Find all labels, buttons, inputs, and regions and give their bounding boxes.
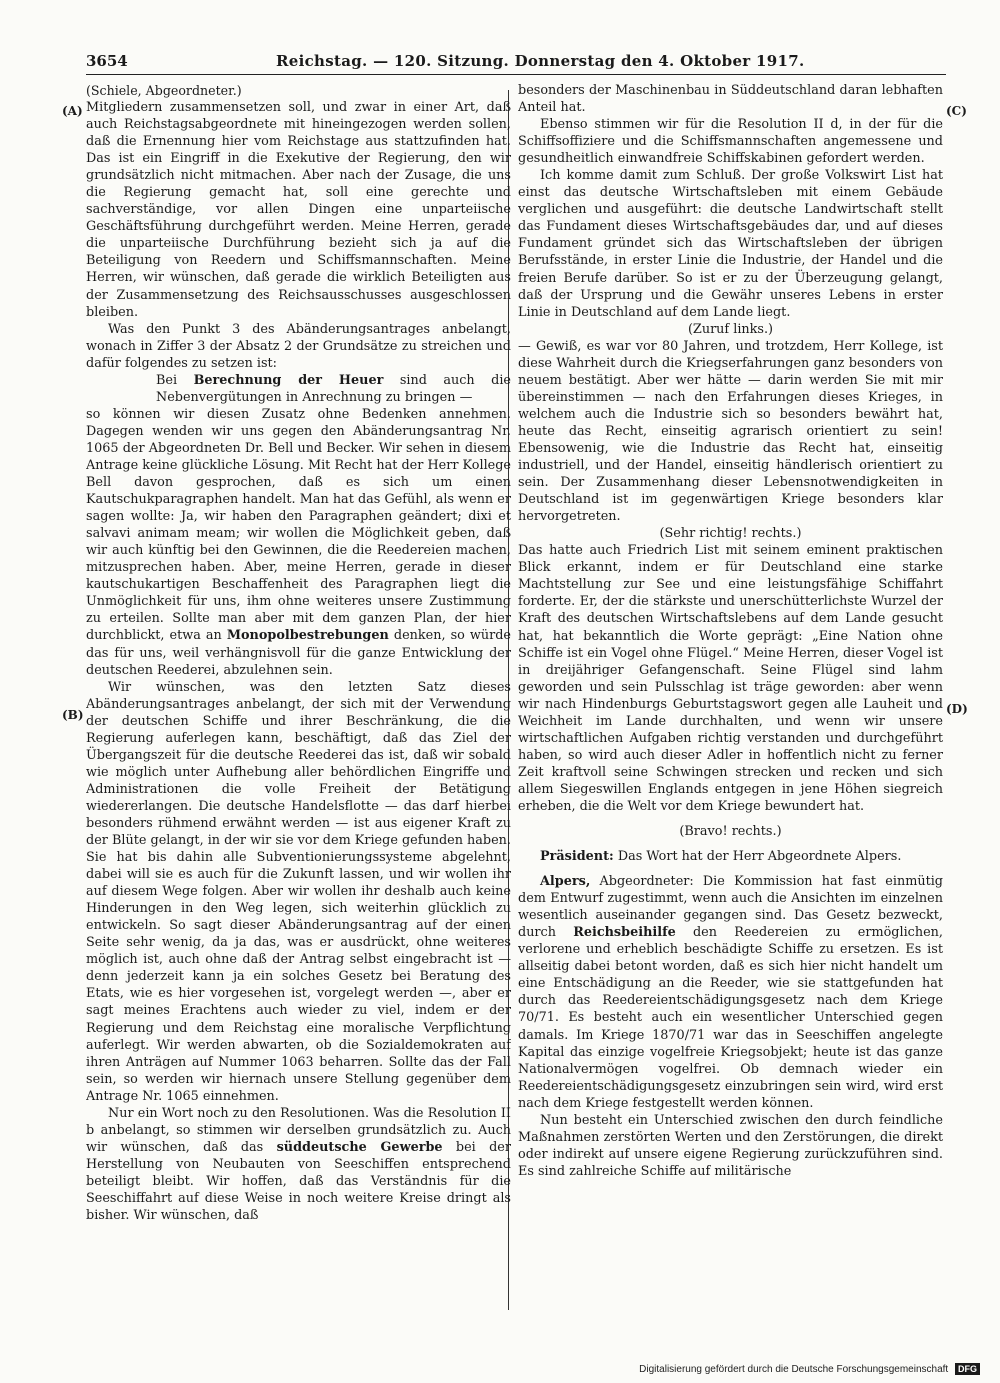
margin-marker-b: (B)	[62, 708, 84, 722]
bold-term: süddeutsche Gewerbe	[276, 1139, 443, 1155]
left-column	[86, 82, 511, 1327]
margin-marker-d: (D)	[946, 702, 968, 716]
spacer	[518, 840, 943, 848]
paragraph: Ich komme damit zum Schluß. Der große Volkswirt List hat einst das deutsche Wirtschaftsleben mit einem Gebäude verglichen und ausgeführt: die deutsche Landwirtschaft stellt das Fundament dieses Wirtschaftsgebäudes dar, und auf dieses Fundament gründet sich das Wirtschaftsleben der übrigen Berufsstände, in erster Linie die Industrie, der Handel und die freien Berufe darüber. So ist er zu der Überzeugung gelangt, daß der Ursprung und die Gewähr unseres Lebens in erster Linie in Deutschland auf dem Lande liegt.	[518, 168, 943, 320]
paragraph-text: Nur ein Wort noch zu den Resolutionen. Was die Resolution II b anbelangt, so stimmen wir derselben grundsätzlich zu. Auch wir wünschen, daß das	[86, 1105, 511, 1155]
paragraph-text: so können wir diesen Zusatz ohne Bedenken annehmen. Dagegen wenden wir uns gegen den Abänderungsantrag Nr. 1065 der Abgeordneten Dr. Bell und Becker. Wir sehen in diesem Antrage keine glückliche Lösung. Mit Recht hat der Herr Kollege Bell davon gesprochen, daß es sich um einen Kautschukparagraphen handelt. Man hat das Gefühl, als wenn er sagen wollte: Ja, wir haben den Paragraphen geändert; dixi et salvavi animam meam; wir wollen die Möglichkeit geben, daß wir auch künftig bei den Gewinnen, die die Reedereien machen, mitzusprechen haben. Aber, meine Herren, gerade in dieser kautschukartigen Beschaffenheit des Paragraphen liegt die Unmöglichkeit für uns, ihm ohne weiteres unsere Zustimmung zu erteilen. Sollte man aber mit dem ganzen Plan, der hier durchblickt, etwa an	[86, 406, 511, 644]
page-title: Reichstag. — 120. Sitzung. Donnerstag den 4. Oktober 1917.	[276, 52, 805, 70]
paragraph: besonders der Maschinenbau in Süddeutschland daran lebhaften Anteil hat.	[518, 83, 943, 116]
paragraph	[86, 406, 511, 679]
paragraph: Was den Punkt 3 des Abänderungsantrages anbelangt, wonach in Ziffer 3 der Absatz 2 der Grundsätze zu streichen und dafür folgendes zu setzen ist:	[86, 321, 511, 371]
dfg-logo: DFG	[955, 1363, 980, 1375]
interjection: (Sehr richtig! rechts.)	[659, 526, 802, 542]
applause: (Bravo! rechts.)	[679, 824, 782, 840]
paragraph: Das hatte auch Friedrich List mit seinem eminent praktischen Blick erkannt, indem er für Deutschland eine starke Machtstellung zur See und eine leistungsfähige Schiffahrt forderte. Er, der die stärkste und unerschütterlichste Wurzel der Kraft des deutschen Wirtschaftslebens auf dem Lande gesucht hat, hat bekanntlich die Worte geprägt: „Eine Nation ohne Schiffe ist ein Vogel ohne Flügel.“ Meine Herren, dieser Vogel ist in dreijähriger Gefangenschaft. Seine Flügel sind lahm geworden und sein Pulsschlag ist träge geworden: aber wenn wir nach Hindenburgs Geburtstagswort gegen alle Lauheit und Weichheit im Lande durchhalten, und wenn wir unsere wirtschaftlichen Aufgaben richtig verstanden und durchgeführt haben, so wird auch dieser Adler in hoffentlich nicht zu ferner Zeit kraftvoll seine Schwingen strecken und recken und sich allem Siegeswillen Englands entgegen in jene Höhen siegreich erheben, die die Welt vor dem Kriege bewundert hat.	[518, 543, 943, 814]
alpers-speech	[518, 873, 943, 1112]
paragraph-text: denken, so würde das für uns, weil verhängnisvoll für die ganze Entwicklung der deutschen Reederei, abzulehnen sein.	[86, 628, 511, 678]
bold-term: Reichsbeihilfe	[573, 925, 676, 941]
president-label: Präsident:	[540, 849, 614, 865]
paragraph: — Gewiß, es war vor 80 Jahren, und trotzdem, Herr Kollege, ist diese Wahrheit durch die Kriegserfahrungen ganz besonders von neuem bestätigt. Aber wer hätte — darin werden Sie mit mir übereinstimmen — nach den Erfahrungen dieses Krieges, in welchem auch die Industrie sich so besonders bewährt hat, heute das Recht, einseitig agrarisch orientiert zu sein! Ebensowenig, wie die Industrie das Recht hat, einseitig industriell, und der Handel, einseitig händlerisch orientiert zu sein. Der Zusammenhang dieser Lebensnotwendigkeiten in Deutschland ist im gegenwärtigen Kriege besonders klar hervorgetreten.	[518, 338, 943, 525]
footer-text: Digitalisierung gefördert durch die Deutsche Forschungsgemeinschaft	[639, 1364, 949, 1375]
president-speech	[518, 848, 943, 865]
alpers-label: Alpers,	[540, 874, 591, 890]
speaker-line: (Schiele, Abgeordneter.)	[86, 83, 242, 98]
quote-bold: Berechnung der Heuer	[193, 372, 384, 388]
quote-prefix: Bei	[156, 372, 178, 388]
spacer	[518, 815, 943, 823]
paragraph-text: Abgeordneter: Die Kommission hat fast einmütig dem Entwurf zugestimmt, wenn auch die Ansichten im einzelnen wesentlich auseinander gegangen sind. Das Gesetz bezweckt, durch	[518, 874, 943, 941]
quoted-amendment	[156, 372, 511, 406]
paragraph: Wir wünschen, was den letzten Satz dieses Abänderungsantrages anbelangt, der sich mit der Verwendung der deutschen Schiffe und ihrer Beschränkung, die die Regierung auferlegen kann, beschäftigt, daß das Ziel der Übergangszeit für die deutsche Reederei das ist, daß wir sobald wie möglich unter Aufhebung aller behördlichen Eingriffe und Administrationen die volle Freiheit der Betätigung wiedererlangen. Die deutsche Handelsflotte — das darf hierbei besonders rühmend erwähnt werden — ist aus eigener Kraft zu der Blüte gelangt, in der wir sie vor dem Kriege gefunden haben. Sie hat bis dahin alle Subventionierungssysteme abgelehnt, dabei will sie es auch für die Zukunft lassen, und wir wollen ihr auf diesem Wege folgen. Aber wir wollen ihr deshalb auch keine Hinderungen in den Weg legen, sich weiterhin glücklich zu entwickeln. So sagt dieser Abänderungsantrag auf der einen Seite sehr wenig, da ja das, was er ausdrückt, ohne weiteres möglich ist, auch ohne daß der Antrag selbst eingebracht ist — denn jederzeit kann ja ein solches Gesetz bei Beratung des Etats, wie es hier vorgesehen ist, vorgelegt werden —, aber er sagt meines Erachtens auch wieder zu viel, indem er der Regierung und dem Reichstag eine moralische Verpflichtung auferlegt. Wir werden abwarten, ob die Sozialdemokraten auf ihren Anträgen auf Nummer 1063 beharren. Sollte das der Fall sein, so werden wir hiernach unsere Stellung gegenüber dem Antrage Nr. 1065 einnehmen.	[86, 679, 511, 1104]
bold-term: Monopolbestrebungen	[226, 628, 389, 644]
paragraph: Ebenso stimmen wir für die Resolution II d, in der für die Schiffsoffiziere und die Schiffsmannschaften angemessene und gesundheitlich einwandfreie Schiffskabinen gefordert werden.	[518, 117, 943, 167]
paragraph: Mitgliedern zusammensetzen soll, und zwar in einer Art, daß auch Reichstagsabgeordnete mit hineingezogen werden sollen, daß die Ernennung hier vom Reichstage aus stattzufinden hat. Das ist ein Eingriff in die Exekutive der Regierung, den wir grundsätzlich nicht mitmachen. Aber nach der Zusage, die uns die Regierung gemacht hat, soll eine gerechte und sachverständige, vor allen Dingen eine unparteiische Geschäftsführung durchgeführt werden. Meine Herren, gerade die unparteiische Durchführung bezieht sich ja auf die Beteiligung von Reedern und Schiffsmannschaften. Meine Herren, wir wünschen, daß gerade die wirklich Beteiligten aus der Zusammensetzung des Reichsausschusses ausgeschlossen bleiben.	[86, 100, 511, 320]
paragraph	[86, 1105, 511, 1224]
margin-marker-c: (C)	[946, 104, 967, 118]
interjection: (Zuruf links.)	[687, 321, 774, 337]
paragraph-text: den Reedereien zu ermöglichen, verlorene und erheblich beschädigte Schiffe zu ersetzen. Es ist allseitig dabei betont worden, daß es sich hier nicht handelt um eine Entschädigung an die Reeder, wie sie stattgefunden hat durch das Reedereientschädigungsgesetz nach dem Kriege 70/71. Es besteht auch ein wesentlicher Unterschied gegen damals. Im Kriege 1870/71 war das in Seeschiffen angelegte Kapital das einzige vogelfreie Kriegsobjekt; heute ist das ganze Nationalvermögen vogelfrei. Ob demnach wieder ein Reedereientschädigungsgesetz einzubringen sein wird, wird erst nach dem Kriege festgestellt werden können.	[518, 925, 943, 1111]
president-text: Das Wort hat der Herr Abgeordnete Alpers.	[617, 849, 902, 865]
right-column	[518, 82, 943, 1327]
paragraph-text: bei der Herstellung von Neubauten von Seeschiffen entsprechend beteiligt bleibt. Wir hoffen, daß das Verständnis für die Seeschiffahrt auf diese Weise in noch weitere Kreise dringt als bisher. Wir wünschen, daß	[86, 1139, 511, 1224]
paragraph: Nun besteht ein Unterschied zwischen den durch feindliche Maßnahmen zerstörten Werten und den Zerstörungen, die direkt oder indirekt auf unsere eigene Regierung zurückzuführen sind. Es sind zahlreiche Schiffe auf militärische	[518, 1112, 943, 1179]
page-header	[86, 50, 946, 75]
footer-credit	[639, 1363, 980, 1375]
quote-rest: sind auch die Nebenvergütungen in Anrechnung zu bringen —	[156, 372, 511, 405]
page-number: 3654	[86, 52, 128, 70]
spacer	[518, 865, 943, 873]
margin-marker-a: (A)	[62, 104, 83, 118]
